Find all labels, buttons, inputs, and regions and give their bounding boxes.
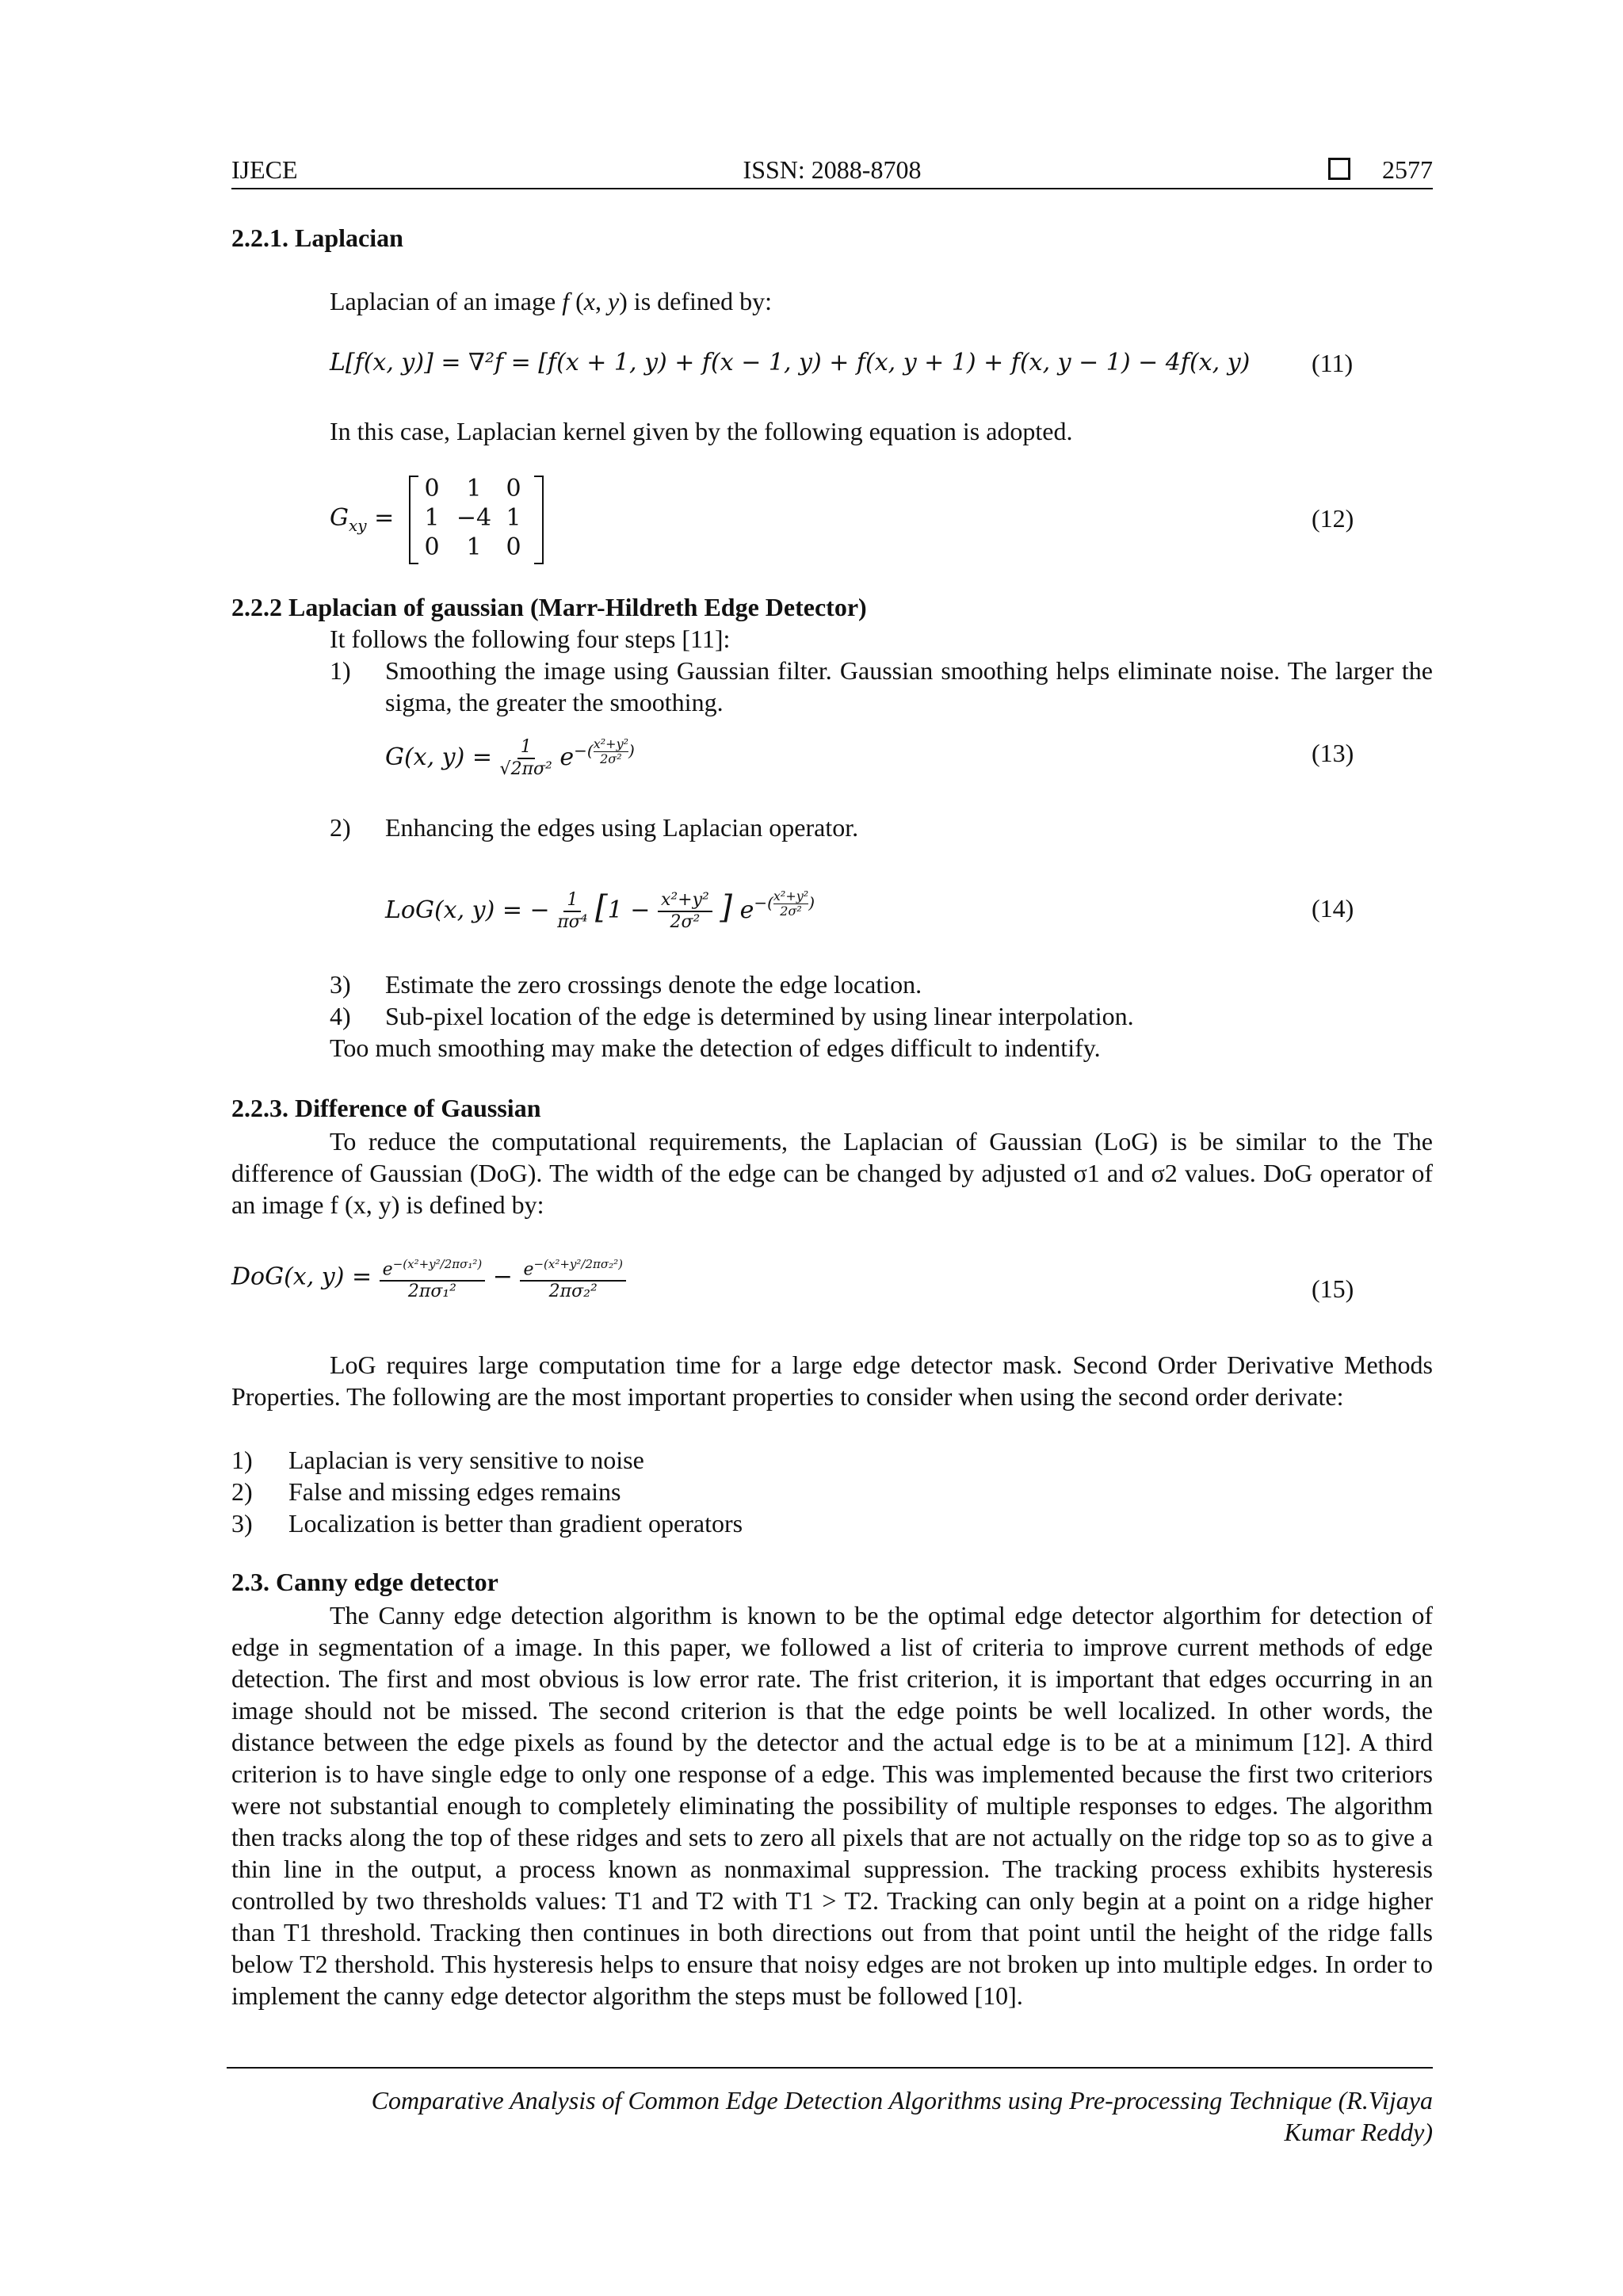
canny-paragraph: The Canny edge detection algorithm is known to be the optimal edge detector algorthim for detection of edge in segmentation of a image. In this paper, we followed a list of criteria to improve current methods of edge detection. The first and most obvious is low error rate. The frist criterion, it is important that edges occurring in an image should not be missed. The second criterion is that the edge points be well localized. In other words, the distance between the edge pixels as found by the detector and the actual edge is to be at a minimum [12]. A third criterion is to have single edge to only one response of a edge. This was implemented because the first two criteriors were not substantial enough to completely eliminating the possibility of multiple responses to edges. The algorithm then tracks along the top of these ridges and sets to zero all pixels that are not actually on the ridge top so as to give a thin line in the output, a process known as nonmaximal suppression. The tracking process exhibits hysteresis controlled by two thresholds values: T1 and T2 with T1 > T2. Tracking can only begin at a point on a ridge higher than T1 threshold. Tracking then continues in both directions out from that point until the height of the ridge falls below T2 thershold. This hysteresis helps to ensure that noisy edges are not broken up into multiple edges. In order to implement the canny edge detector algorithm the steps must be followed [10].: [231, 1601, 1433, 2010]
section-title-23: 2.3. Canny edge detector: [231, 1568, 498, 1596]
property-3-text: Localization is better than gradient operators: [288, 1509, 743, 1538]
step-4-text: Sub-pixel location of the edge is determined by using linear interpolation.: [385, 1002, 1134, 1030]
laplacian-kernel-matrix: [414, 474, 536, 562]
equation-11-number: (11): [1312, 349, 1354, 377]
property-1-text: Laplacian is very sensitive to noise: [288, 1446, 644, 1474]
step-1-number: 1): [330, 656, 351, 685]
page-number: 2577: [1382, 155, 1433, 184]
equation-14-number: (14): [1312, 894, 1354, 923]
smoothing-note: Too much smoothing may make the detection of edges difficult to indentify.: [330, 1033, 1101, 1062]
matrix-cell: −4: [456, 504, 492, 532]
matrix-cell: 1: [424, 504, 440, 532]
property-1-number: 1): [231, 1446, 253, 1474]
equation-15-number: (15): [1312, 1274, 1354, 1303]
section-title-221: 2.2.1. Laplacian: [231, 223, 403, 252]
matrix-cell: 0: [506, 475, 521, 502]
equation-14: LoG(x, y) = − $\frac{1}{\text{πσ⁴}}$ [1 − $\frac{\text{x²+y²}}{\text{2σ²}}$ ] $e^{-( \frac{\text{x²+y²}}{\text{2σ²}} )}$: [385, 888, 815, 932]
running-footer: [231, 2084, 1433, 2148]
step-3-number: 3): [330, 970, 351, 999]
issn: ISSN: 2088-8708: [743, 155, 922, 184]
step-4-number: 4): [330, 1002, 351, 1030]
loG-intro: It follows the following four steps [11]:: [330, 625, 731, 653]
laplacian-intro: Laplacian of an image f (x, y) is defined by:: [330, 287, 772, 315]
footer-rule: [227, 2067, 1433, 2069]
matrix-cell: 1: [506, 504, 521, 532]
step-2-number: 2): [330, 813, 351, 842]
equation-12-number: (12): [1312, 504, 1354, 533]
footer-line-1: Comparative Analysis of Common Edge Detection Algorithms using Pre-processing Technique (R.Vijaya: [371, 2086, 1433, 2115]
property-3-number: 3): [231, 1509, 253, 1538]
matrix-cell: 0: [424, 475, 440, 502]
equation-13: G(x, y) = $\frac{1}{\text{√2πσ²}}$ $e^{-( \frac{\text{x²+y²}}{\text{2σ²}} )}$: [385, 736, 635, 779]
property-2-text: False and missing edges remains: [288, 1477, 621, 1506]
log-properties-paragraph: LoG requires large computation time for a large edge detector mask. Second Order Derivative Methods Properties. The following are the most important properties to consider when using the second order derivate:: [231, 1350, 1433, 1411]
dog-paragraph: To reduce the computational requirements, the Laplacian of Gaussian (LoG) is be similar to the The difference of Gaussian (DoG). The width of the edge can be changed by adjusted σ1 and σ2 values. DoG operator of an image f (x, y) is defined by:: [231, 1127, 1433, 1219]
matrix-cell: 0: [506, 533, 521, 561]
section-title-222: 2.2.2 Laplacian of gaussian (Marr-Hildreth Edge Detector): [231, 593, 867, 621]
matrix-cell: 1: [466, 533, 482, 561]
property-2-number: 2): [231, 1477, 253, 1506]
kernel-text: In this case, Laplacian kernel given by the following equation is adopted.: [330, 417, 1073, 445]
footer-line-2: Kumar Reddy): [1284, 2118, 1433, 2146]
equation-13-number: (13): [1312, 739, 1354, 767]
equation-15: DoG(x, y) = $\frac{e^{-(x^2+y^2/2\pi\sigma_1^2)}}{\text{2πσ₁²}}$ − $\frac{e^{-(x^2+y^2/2\pi\sigma_2^2)}}{\text{2πσ₂²}}$: [231, 1254, 626, 1302]
equation-12-lhs: $G_{xy}$ =: [330, 504, 395, 535]
checkbox-square-icon: [1328, 158, 1350, 180]
matrix-cell: 1: [466, 475, 482, 502]
step-1-text: Smoothing the image using Gaussian filter. Gaussian smoothing helps eliminate noise. The larger the sigma, the greater the smoothing.: [385, 656, 1433, 716]
header-rule: [231, 188, 1433, 189]
equation-11: L[f(x, y)] = ∇²f = [f(x + 1, y) + f(x − 1, y) + f(x, y + 1) + f(x, y − 1) − 4f(x, y): [330, 349, 1251, 376]
section-title-223: 2.2.3. Difference of Gaussian: [231, 1094, 541, 1122]
journal-name: IJECE: [231, 155, 298, 184]
step-3-text: Estimate the zero crossings denote the edge location.: [385, 970, 922, 999]
step-2-text: Enhancing the edges using Laplacian operator.: [385, 813, 859, 842]
running-header: [231, 155, 1433, 189]
matrix-cell: 0: [424, 533, 440, 561]
